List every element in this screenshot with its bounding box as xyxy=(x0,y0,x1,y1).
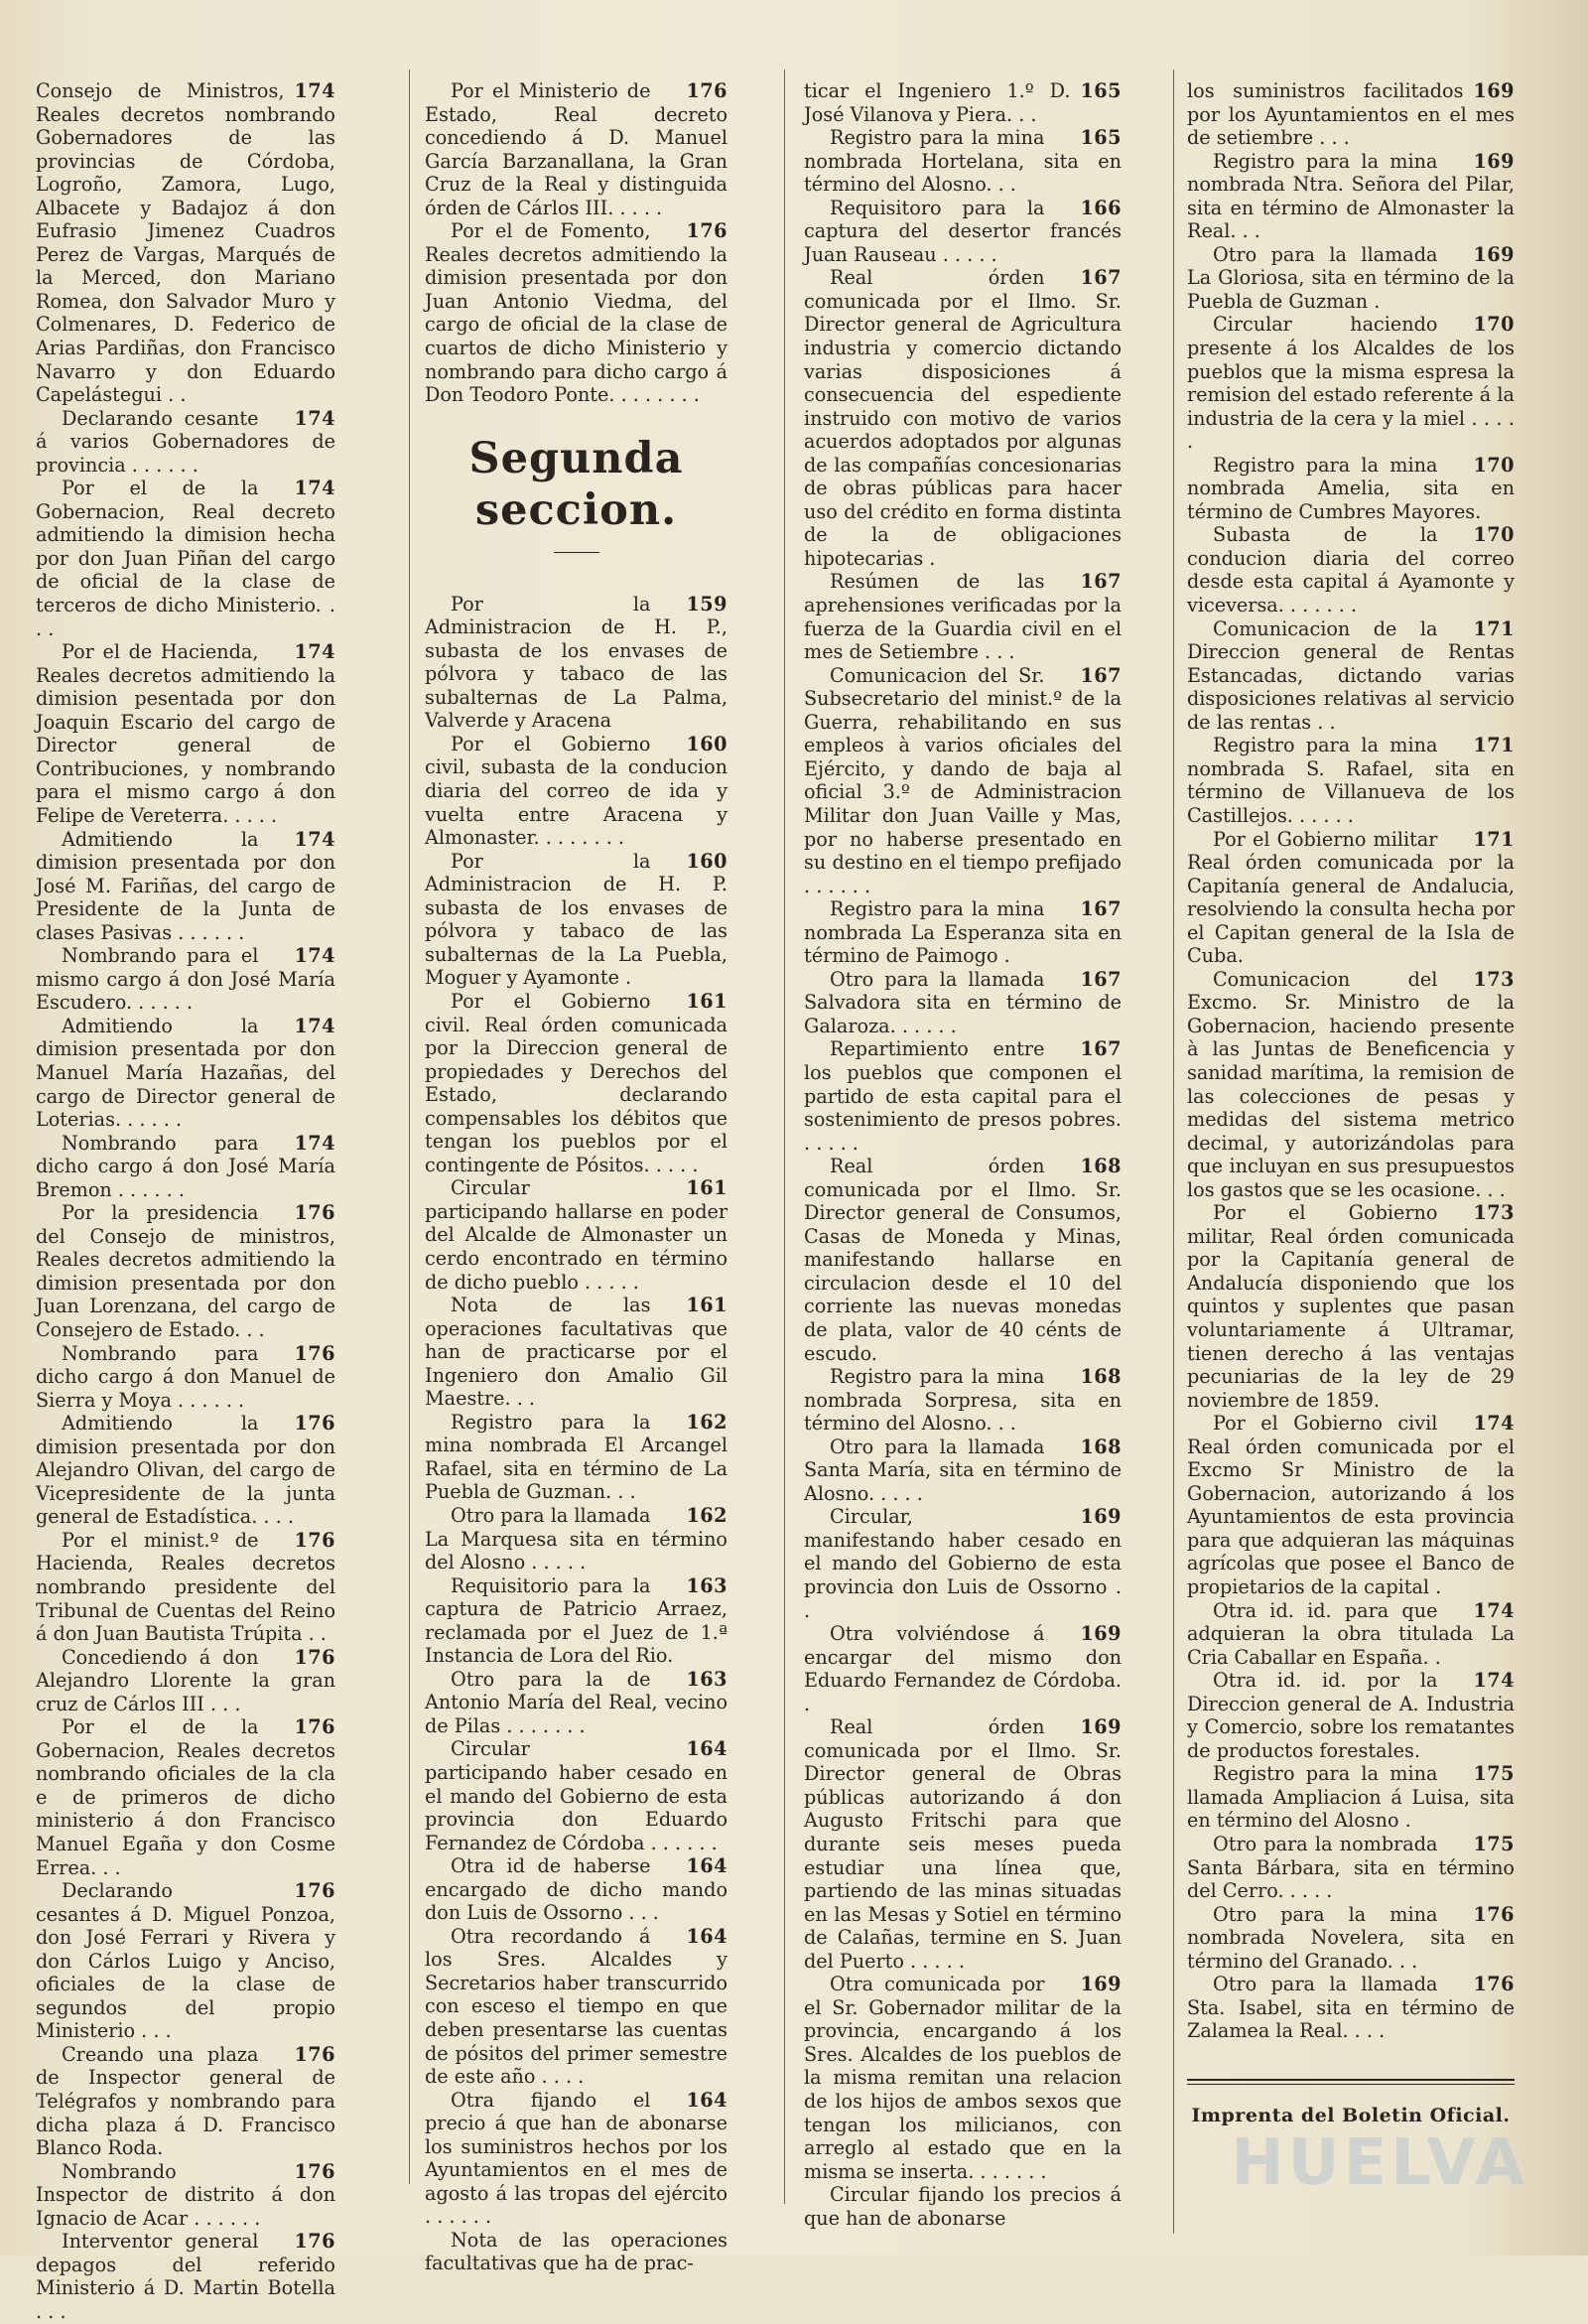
entry-text: Circular participando haber cesado en el mando del Gobierno de esta provincia don Eduardo Fernandez de Córdoba . . . . . . xyxy=(425,1737,728,1854)
page-number: 174 xyxy=(294,406,335,430)
index-entry xyxy=(425,1925,728,2089)
page-number: 165 xyxy=(1080,79,1122,102)
page-number: 175 xyxy=(1473,1833,1515,1856)
entry-text: Otra volviéndose á encargar del mismo don Eduardo Fernandez de Córdoba. . xyxy=(804,1622,1122,1715)
index-entry xyxy=(1187,1903,1515,1974)
page-number: 173 xyxy=(1473,967,1515,991)
entry-text: Por el minist.º de Hacienda, Reales decretos nombrando presidente del Tribunal de Cuentas del Reino á don Juan Bautista Trúpita . . xyxy=(36,1528,335,1646)
page-number: 174 xyxy=(294,827,335,851)
index-entry xyxy=(36,1715,335,1879)
index-column-1 xyxy=(36,79,335,2324)
index-entry xyxy=(1187,523,1515,616)
page-number: 166 xyxy=(1080,196,1122,219)
section-title: Segunda seccion. xyxy=(468,433,684,535)
entry-text: Por el Gobierno civil, subasta de la conducion diaria del correo de ida y vuelta entre Aracena y Almonaster. . . . . . . . xyxy=(425,732,728,850)
entry-text: Resúmen de las aprehensiones verificadas por la fuerza de la Guardia civil en el mes de Setiembre . . . xyxy=(804,570,1122,664)
column-divider-2 xyxy=(784,69,785,2204)
entry-text: Admitiendo la dimision presentada por don José M. Fariñas, del cargo de Presidente de la Junta de clases Pasivas . . . . . . xyxy=(36,827,335,944)
page-number: 160 xyxy=(686,849,728,873)
index-entry xyxy=(425,990,728,1176)
index-entry xyxy=(804,126,1122,197)
page-number: 164 xyxy=(686,1737,728,1761)
index-entry xyxy=(36,1015,335,1132)
page-number: 171 xyxy=(1473,827,1515,851)
index-entry xyxy=(36,1201,335,1341)
entry-text: Declarando cesantes á D. Miguel Ponzoa, don José Ferrari y Rivera y don Cárlos Luigo y Anciso, oficiales de la clase de segundos del propio Ministerio . . . xyxy=(36,1879,335,2043)
column-2-top-entries xyxy=(425,79,728,407)
entry-text: Otro para la nombrada Santa Bárbara, sita en término del Cerro. . . . . xyxy=(1187,1833,1515,1903)
index-entry xyxy=(425,79,728,219)
page-number: 170 xyxy=(1473,523,1515,547)
page-number: 162 xyxy=(686,1503,728,1527)
index-entry xyxy=(425,593,728,733)
entry-text: Real órden comunicada por el Ilmo. Sr. Director general de Agricultura industria y comercio dictando varias disposiciones á consecuencia del espediente instruido con motivo de varios acuerdos adoptados por algunas de las compañías concesionarias de obras públicas para hacer uso del crédito en forma distinta de la de obligaciones hipotecarias . xyxy=(804,266,1122,570)
index-entry xyxy=(425,850,728,990)
entry-text: Interventor general depagos del referido Ministerio á D. Martin Botella . . . xyxy=(36,2230,335,2323)
page-number: 174 xyxy=(294,1131,335,1155)
page-number: 164 xyxy=(686,1924,728,1948)
index-entry xyxy=(804,1973,1122,2183)
entry-text: Por la presidencia del Consejo de ministros, Reales decretos admitiendo la dimision presentada por don Juan Lorenzana, del cargo de Consejero de Estado. . . xyxy=(36,1201,335,1341)
index-entry xyxy=(36,944,335,1015)
page-number: 173 xyxy=(1473,1201,1515,1225)
page-number: 162 xyxy=(686,1410,728,1434)
page-number: 169 xyxy=(1473,149,1515,173)
page-number: 165 xyxy=(1080,126,1122,150)
page-number: 159 xyxy=(686,592,728,615)
page-number: 167 xyxy=(1080,897,1122,921)
column-divider-3 xyxy=(1173,69,1174,2234)
entry-text: Circular haciendo presente á los Alcaldes de los pueblos que la misma espresa la remision del estado referente á la industria de la cera y la miel . . . . . xyxy=(1187,313,1515,454)
entry-text: Circular participando hallarse en poder del Alcalde de Almonaster un cerdo encontrado en término de dicho pueblo . . . . . xyxy=(425,1176,728,1294)
page-number: 176 xyxy=(294,2042,335,2066)
page-number: 161 xyxy=(686,1294,728,1317)
page-number: 174 xyxy=(1473,1598,1515,1622)
page-number: 168 xyxy=(1080,1365,1122,1389)
index-entry xyxy=(804,2183,1122,2230)
page-number: 174 xyxy=(294,1014,335,1037)
index-entry xyxy=(1187,313,1515,453)
index-entry xyxy=(1187,243,1515,314)
entry-text: Otro para la llamada La Gloriosa, sita en término de la Puebla de Guzman . xyxy=(1187,242,1515,313)
index-entry xyxy=(1187,828,1515,968)
entry-text: Nombrando para el mismo cargo á don José María Escudero. . . . . . xyxy=(36,944,335,1015)
entry-text: Circular, manifestando haber cesado en el mando del Gobierno de esta provincia don Luis de Ossorno . . xyxy=(804,1505,1122,1622)
entry-text: ticar el Ingeniero 1.º D. José Vilanova y Piera. . . xyxy=(804,79,1071,126)
entry-text: Por el de Hacienda, Reales decretos admitiendo la dimision pesentada por don Joaquin Escario del cargo de Director general de Contribuciones, y nombrando para el mismo cargo á don Felipe de Vereterra. . . . . xyxy=(36,640,335,827)
entry-text: Registro para la mina nombrada S. Rafael, sita en término de Villanueva de los Castillejos. . . . . . xyxy=(1187,734,1515,827)
column-4-entries xyxy=(1187,79,1515,2043)
entry-text: Por el Gobierno militar Real órden comunicada por la Capitanía general de Andalucia, resolviendo la consulta hecha por el Capitan general de la Isla de Cuba. xyxy=(1187,827,1515,968)
page-number: 169 xyxy=(1080,1973,1122,1996)
footer-rule-thick xyxy=(1187,2079,1515,2081)
entry-text: Creando una plaza de Inspector general de Telégrafos y nombrando para dicha plaza á D. Francisco Blanco Roda. xyxy=(36,2042,335,2160)
index-entry xyxy=(36,1646,335,1716)
index-entry xyxy=(36,1879,335,2043)
entry-text: Por la Administracion de H. P., subasta de los envases de pólvora y tabaco de las subalternas de La Palma, Valverde y Aracena xyxy=(425,592,728,733)
index-entry xyxy=(425,1504,728,1574)
index-entry xyxy=(804,79,1122,126)
index-entry xyxy=(36,640,335,827)
entry-text: Registro para la mina llamada Ampliacion á Luisa, sita en término del Alosno . xyxy=(1187,1762,1515,1833)
page-number: 164 xyxy=(686,2088,728,2112)
page-number: 161 xyxy=(686,1176,728,1200)
index-entry xyxy=(1187,1412,1515,1598)
index-entry xyxy=(425,1294,728,1411)
page-number: 176 xyxy=(1473,1973,1515,1996)
entry-text: Declarando cesante á varios Gobernadores de provincia . . . . . . xyxy=(36,406,335,477)
index-entry xyxy=(36,407,335,478)
entry-text: Registro para la mina nombrada Hortelana, sita en término del Alosno. . . xyxy=(804,126,1122,197)
page-number: 174 xyxy=(294,477,335,500)
index-entry xyxy=(804,1037,1122,1155)
index-entry xyxy=(1187,150,1515,243)
entry-text: Otro para la mina nombrada Novelera, sita en término del Granado. . . xyxy=(1187,1902,1515,1973)
index-entry xyxy=(36,1529,335,1646)
page-number: 167 xyxy=(1080,663,1122,687)
index-entry xyxy=(1187,968,1515,1201)
index-entry xyxy=(425,733,728,850)
page-number: 176 xyxy=(1473,1902,1515,1926)
entry-text: Real órden comunicada por el Ilmo. Sr. Director general de Consumos, Casas de Moneda y Minas, manifestando hallarse en circulacion desde el 10 del corriente las nuevas monedas de plata, valor de 40 cénts de escudo. xyxy=(804,1155,1122,1365)
index-entry xyxy=(1187,1669,1515,1762)
page-number: 176 xyxy=(294,1715,335,1739)
page-number: 176 xyxy=(294,1201,335,1225)
index-entry xyxy=(804,197,1122,267)
page-number: 169 xyxy=(1473,242,1515,266)
index-entry xyxy=(804,1715,1122,1973)
page-number: 171 xyxy=(1473,734,1515,757)
entry-text: Otro para la llamada La Marquesa sita en término del Alosno . . . . . xyxy=(425,1503,728,1574)
page-number: 167 xyxy=(1080,967,1122,991)
index-entry xyxy=(1187,79,1515,150)
page-number: 167 xyxy=(1080,266,1122,290)
index-entry xyxy=(1187,454,1515,524)
entry-text: Por el Gobierno civil. Real órden comunicada por la Direccion general de propiedades y Derechos del Estado, declarando compensables los débitos que tengan los pueblos por el contingente de Pósitos. . . . . xyxy=(425,989,728,1176)
page-number: 168 xyxy=(1080,1155,1122,1178)
entry-text: Real órden comunicada por el Ilmo. Sr. Director general de Obras públicas autorizando á don Augusto Fritschi para que durante seis meses pueda estudiar una línea que, partiendo de las minas situadas en las Mesas y Sotiel en término de Calañas, termine en S. Juan del Puerto . . . . . xyxy=(804,1715,1122,1973)
page-number: 169 xyxy=(1080,1505,1122,1529)
page-number: 163 xyxy=(686,1573,728,1597)
page-number: 176 xyxy=(686,219,728,243)
index-entry xyxy=(36,1412,335,1529)
index-entry xyxy=(425,1737,728,1854)
page-number: 167 xyxy=(1080,570,1122,594)
entry-text: Consejo de Ministros, Reales decretos nombrando Gobernadores de las provincias de Córdoba, Logroño, Zamora, Lugo, Albacete y Badajoz á don Eufrasio Jimenez Cuadros Perez de Vargas, Marqués de la Merced, don Mariano Romea, don Salvador Muro y Colmenares, D. Federico de Arias Pardiñas, don Francisco Navarro y don Eduardo Capelástegui . . xyxy=(36,79,335,407)
archive-stamp: HUELVA xyxy=(1231,2126,1528,2200)
page-number: 176 xyxy=(294,1412,335,1435)
page-number: 174 xyxy=(1473,1669,1515,1693)
entry-text: Por el de la Gobernacion, Real decreto admitiendo la dimision hecha por don Juan Piñan del cargo de oficial de la clase de terceros de dicho Ministerio. . . . xyxy=(36,477,335,640)
index-entry xyxy=(804,897,1122,968)
index-entry xyxy=(804,664,1122,897)
page-number: 170 xyxy=(1473,453,1515,477)
page-number: 169 xyxy=(1473,79,1515,102)
index-entry xyxy=(425,1411,728,1504)
page-number: 161 xyxy=(686,989,728,1013)
entry-text: Otra fijando el precio á que han de abonarse los suministros hechos por los Ayuntamientos en el mes de agosto á las tropas del ejército . . . . . . xyxy=(425,2088,728,2229)
page-number: 160 xyxy=(686,732,728,755)
page-number: 176 xyxy=(294,2159,335,2183)
page-number: 167 xyxy=(1080,1037,1122,1061)
entry-text: Otra comunicada por el Sr. Gobernador militar de la provincia, encargando á los Sres. Alcaldes de los pueblos de la misma remitan una relacion de los hijos de ambos sexos que tengan los milicianos, con arreglo al estado que en la misma se inserta. . . . . . . xyxy=(804,1973,1122,2183)
index-entry xyxy=(1187,1973,1515,2043)
page-number: 169 xyxy=(1080,1715,1122,1739)
index-column-4 xyxy=(1187,79,1515,2127)
entry-text: Otra id. id. por la Direccion general de A. Industria y Comercio, sobre los rematantes de productos forestales. xyxy=(1187,1669,1515,1762)
page-number: 174 xyxy=(294,640,335,664)
entry-text: Comunicacion de la Direccion general de Rentas Estancadas, dictando varias disposiciones relativas al servicio de las rentas . . xyxy=(1187,616,1515,734)
entry-text: Nombrando para dicho cargo á don Manuel de Sierra y Moya . . . . . . xyxy=(36,1341,335,1412)
imprint-line: Imprenta del Boletin Oficial. xyxy=(1191,2104,1511,2126)
entry-text: Concediendo á don Alejandro Llorente la gran cruz de Cárlos III . . . xyxy=(36,1645,335,1715)
index-entry xyxy=(1187,1762,1515,1833)
index-entry xyxy=(804,1155,1122,1365)
entry-text: Por el Gobierno militar, Real órden comunicada por la Capitanía general de Andalucía disponiendo que los quintos y suplentes que pasan voluntariamente á Ultramar, tienen derecho á las ventajas pecuniarias de la ley de 29 noviembre de 1859. xyxy=(1187,1201,1515,1412)
index-entry xyxy=(36,79,335,407)
index-entry xyxy=(804,1365,1122,1435)
index-entry xyxy=(425,219,728,406)
index-column-3 xyxy=(804,79,1122,2230)
index-entry xyxy=(1187,617,1515,735)
page-number: 164 xyxy=(686,1854,728,1878)
index-entry xyxy=(804,1622,1122,1715)
column-2-bottom-entries xyxy=(425,593,728,2275)
entry-text: Nota de las operaciones facultativas que ha de prac- xyxy=(425,2228,728,2275)
entry-text: Subasta de la conducion diaria del correo desde esta capital á Ayamonte y viceversa. . . . . . . xyxy=(1187,523,1515,617)
entry-text: los suministros facilitados por los Ayuntamientos en el mes de setiembre . . . xyxy=(1187,79,1515,150)
entry-text: Registro para la mina nombrada La Esperanza sita en término de Paimogo . xyxy=(804,897,1122,968)
footer-rule-thin xyxy=(1187,2084,1515,2085)
entry-text: Registro para la mina nombrada Amelia, sita en término de Cumbres Mayores. xyxy=(1187,453,1515,523)
page-number: 170 xyxy=(1473,313,1515,337)
index-entry xyxy=(804,570,1122,663)
index-entry xyxy=(1187,1201,1515,1412)
index-entry xyxy=(1187,734,1515,827)
index-entry xyxy=(36,2160,335,2231)
entry-text: Nombrando para dicho cargo á don José María Bremon . . . . . . xyxy=(36,1131,335,1201)
index-entry xyxy=(36,828,335,945)
index-entry xyxy=(425,2089,728,2229)
entry-text: Otra id de haberse encargado de dicho mando don Luis de Ossorno . . . xyxy=(425,1854,728,1925)
entry-text: Registro para la mina nombrada Sorpresa, sita en término del Alosno. . . xyxy=(804,1365,1122,1435)
index-column-2 xyxy=(425,79,728,2275)
entry-text: Otra recordando á los Sres. Alcaldes y Secretarios haber transcurrido con esceso el tiempo en que deben presentarse las cuentas de pósitos del primer semestre de este año . . . . xyxy=(425,1924,728,2089)
index-entry xyxy=(425,1176,728,1294)
index-entry xyxy=(804,1505,1122,1622)
entry-text: Otro para la llamada Salvadora sita en término de Galaroza. . . . . . xyxy=(804,967,1122,1037)
index-entry xyxy=(36,1342,335,1413)
section-rule xyxy=(554,552,599,553)
entry-text: Otro para la de Antonio María del Real, vecino de Pilas . . . . . . . xyxy=(425,1667,728,1737)
entry-text: Por el de Fomento, Reales decretos admitiendo la dimision presentada por don Juan Antonio Viedma, del cargo de oficial de la clase de cuartos de dicho Ministerio y nombrando para dicho cargo á Don Teodoro Ponte. . . . . . . . xyxy=(425,219,728,407)
index-entry xyxy=(1187,1599,1515,1670)
index-entry xyxy=(804,1435,1122,1506)
page-number: 176 xyxy=(294,1879,335,1903)
page-number: 176 xyxy=(294,1645,335,1669)
column-divider-1 xyxy=(409,69,410,2184)
entry-text: Requisitorio para la captura de Patricio Arraez, reclamada por el Juez de 1.ª Instancia de Lora del Rio. xyxy=(425,1573,728,1668)
page-number: 169 xyxy=(1080,1622,1122,1646)
entry-text: Registro para la mina nombrada El Arcangel Rafael, sita en término de La Puebla de Guzman. . . xyxy=(425,1410,728,1504)
entry-text: Requisitoro para la captura del desertor francés Juan Rauseau . . . . . xyxy=(804,196,1122,266)
entry-text: Circular fijando los precios á que han de abonarse xyxy=(804,2183,1122,2230)
entry-text: Por el Gobierno civil Real órden comunicada por el Excmo Sr Ministro de la Gobernacion, autorizando á los Ayuntamientos de esta provincia para que adquieran las máquinas agrícolas que posee el Banco de propietarios de la capital . xyxy=(1187,1412,1515,1598)
page-number: 174 xyxy=(294,944,335,968)
page-number: 176 xyxy=(294,1341,335,1365)
index-entry xyxy=(36,1132,335,1202)
page-number: 168 xyxy=(1080,1435,1122,1458)
page-number: 174 xyxy=(294,79,335,102)
index-entry xyxy=(425,2229,728,2275)
index-entry xyxy=(36,2043,335,2160)
entry-text: Comunicacion del Excmo. Sr. Ministro de la Gobernacion, haciendo presente à las Juntas de Beneficencia y sanidad marítima, la remision de las colecciones de pesas y medidas del sistema metrico decimal, y autorizándolas para que incluyan en sus presupuestos los gastos que se les ocasione. . . xyxy=(1187,967,1515,1201)
index-entry xyxy=(804,968,1122,1038)
entry-text: Por el de la Gobernacion, Reales decretos nombrando oficiales de la cla e de primeros de dicho ministerio á don Francisco Manuel Egaña y don Cosme Errea. . . xyxy=(36,1715,335,1879)
index-entry xyxy=(36,477,335,640)
index-entry xyxy=(425,1854,728,1925)
page-number: 163 xyxy=(686,1667,728,1691)
entry-text: Otro para la llamada Sta. Isabel, sita en término de Zalamea la Real. . . . xyxy=(1187,1973,1515,2043)
page-number: 176 xyxy=(686,79,728,102)
entry-text: Nota de las operaciones facultativas que han de practicarse por el Ingeniero don Amalio Gil Maestre. . . xyxy=(425,1294,728,1411)
index-entry xyxy=(1187,1833,1515,1903)
page-number: 176 xyxy=(294,2230,335,2254)
entry-text: Repartimiento entre los pueblos que componen el partido de esta capital para el sostenimiento de presos pobres. . . . . . xyxy=(804,1037,1122,1155)
page-number: 171 xyxy=(1473,616,1515,640)
index-entry xyxy=(36,2230,335,2323)
entry-text: Por el Ministerio de Estado, Real decreto concediendo á D. Manuel García Barzanallana, la Gran Cruz de la Real y distinguida órden de Cárlos III. . . . . xyxy=(425,79,728,219)
page-number: 174 xyxy=(1473,1412,1515,1435)
entry-text: Otra id. id. para que adquieran la obra titulada La Cria Caballar en España. . xyxy=(1187,1598,1515,1669)
entry-text: Otro para la llamada Santa María, sita en término de Alosno. . . . . xyxy=(804,1435,1122,1505)
entry-text: Registro para la mina nombrada Ntra. Señora del Pilar, sita en término de Almonaster la Real. . . xyxy=(1187,149,1515,243)
page-number: 175 xyxy=(1473,1762,1515,1786)
index-entry xyxy=(425,1574,728,1668)
entry-text: Admitiendo la dimision presentada por don Alejandro Olivan, del cargo de Vicepresidente de la junta general de Estadística. . . . xyxy=(36,1412,335,1529)
index-entry xyxy=(425,1668,728,1738)
entry-text: Nombrando Inspector de distrito á don Ignacio de Acar . . . . . . xyxy=(36,2159,335,2230)
index-entry xyxy=(804,266,1122,570)
entry-text: Admitiendo la dimision presentada por don Manuel María Hazañas, del cargo de Director general de Loterias. . . . . . xyxy=(36,1014,335,1132)
entry-text: Por la Administracion de H. P. subasta de los envases de pólvora y tabaco de las subalternas de la La Puebla, Moguer y Ayamonte . xyxy=(425,849,728,990)
page-number: 176 xyxy=(294,1528,335,1552)
entry-text: Comunicacion del Sr. Subsecretario del minist.º de la Guerra, rehabilitando en sus empleos à varios oficiales del Ejército, y dando de baja al oficial 3.º de Administracion Militar don Juan Vaille y Mas, por no haberse presentado en su destino en el tiempo prefijado . . . . . . xyxy=(804,663,1122,897)
